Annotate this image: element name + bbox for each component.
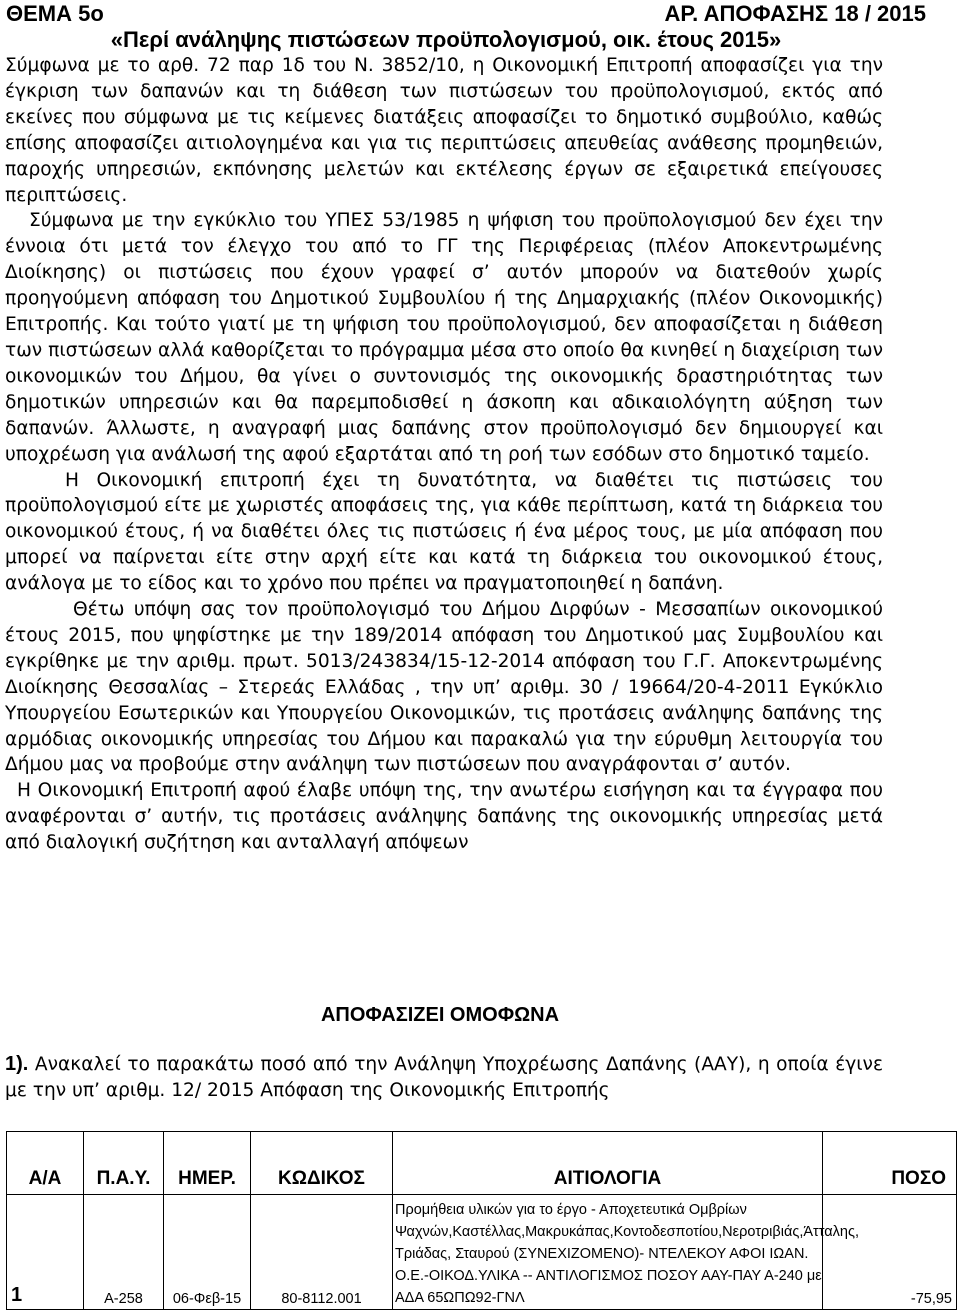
col-header-aa: Α/Α [7,1132,84,1195]
col-header-pay: Π.Α.Υ. [84,1132,164,1195]
col-header-reason: ΑΙΤΙΟΛΟΓΙΑ [393,1132,823,1195]
col-header-amount: ΠΟΣΟ [823,1132,957,1195]
cell-pay: Α-258 [84,1195,164,1310]
document-body [5,53,883,856]
subject-title: «Περί ανάληψης πιστώσεων προϋπολογισμού, οικ. έτους 2015» [110,27,782,52]
cell-date: 06-Φεβ-15 [164,1195,251,1310]
col-header-date: ΗΜΕΡ. [164,1132,251,1195]
paragraph-5: Η Οικονομική Επιτροπή αφού έλαβε υπόψη της, την ανωτέρω εισήγηση και τα έγγραφα που αναφέρονται σ’ αυτήν, τις προτάσεις ανάληψης δαπάνης της οικονομικής υπηρεσίας μετά από διαλογική συζήτηση και ανταλλαγή απόψεων [5,780,883,854]
cell-aa: 1 [7,1195,84,1310]
theme-label: ΘΕΜΑ 5ο [6,1,104,26]
item-text: Ανακαλεί το παρακάτω ποσό από την Ανάληψη Υποχρέωσης Δαπάνης (ΑΑΥ), η οποία έγινε με την υπ’ αριθμ. 12/ 2015 Απόφαση της Οικονομικής Επιτροπής [5,1054,883,1101]
paragraph-1: Σύμφωνα με το αρθ. 72 παρ 1δ του Ν. 3852/10, η Οικονομική Επιτροπή αποφασίζει για την έγκριση των δαπανών και τη διάθεση των πιστώσεων του προϋπολογισμού, εκτός από εκείνες που σύμφωνα με τις κείμενες διατάξεις αποφασίζει το δημοτικό συμβούλιο, καθώς επίσης αποφασίζει αιτιολογημένα και για τις περιπτώσεις απευθείας ανάθεσης προμηθειών, παροχής υπηρεσιών, εκπόνησης μελετών και εκτέλεσης έργων σε εξαιρετικά επείγουσες περιπτώσεις. [5,55,883,206]
paragraph-2: Σύμφωνα με την εγκύκλιο του ΥΠΕΣ 53/1985 η ψήφιση του προϋπολογισμού δεν έχει την έννοια ότι μετά τον έλεγχο του από το ΓΓ της Περιφέρειας (πλέον Αποκεντρωμένης Διοίκησης) οι πιστώσεις που έχουν γραφεί σ’ αυτόν μπορούν να διατεθούν χωρίς προηγούμενη απόφαση του Δημοτικού Συμβουλίου ή της Δημαρχιακής (πλέον Οικονομικής) Επιτροπής. Και τούτο γιατί με τη ψήφιση του προϋπολογισμού, δεν αποφασίζεται η διάθεση των πιστώσεων αλλά καθορίζεται το πρόγραμμα μέσα στο οποίο θα κινηθεί η διαχείριση των οικονομικών του Δήμου, θα γίνει ο συντονισμός της οικονομικής δραστηριότητας των δημοτικών υπηρεσιών και θα παρεμποδισθεί η άσκοπη και αδικαιολόγητη αύξηση των δαπανών. Άλλωστε, η αναγραφή μιας δαπάνης στον προϋπολογισμό δεν δημιουργεί και υποχρέωση για ανάλωσή της αφού εξαρτάται από τη ροή των εσόδων στο δημοτικό ταμείο. [5,210,883,465]
cell-amount: -75,95 [823,1195,957,1310]
cell-reason: Προμήθεια υλικών για το έργο - Αποχετευτικά Ομβρίων Ψαχνών,Καστέλλας,Μακρυκάπας,Κοντοδεσποτίου,Νεροτριβιάς,Άτταλης, Τριάδας, Σταυρού (ΣΥΝΕΧΙΖΟΜΕΝΟ)- ΝΤΕΛΕΚΟΥ ΑΦΟΙ ΙΩΑΝ. Ο.Ε.-ΟΙΚΟΔ.ΥΛΙΚΑ -- ΑΝΤΙΛΟΓΙΣΜΟΣ ΠΟΣΟΥ ΑΑΥ-ΠΑΥ Α-240 με ΑΔΑ 65ΩΠΩ92-ΓΝΛ [393,1195,823,1310]
decision-item-1 [5,1051,883,1104]
paragraph-3: Η Οικονομική επιτροπή έχει τη δυνατότητα, να διαθέτει τις πιστώσεις του προϋπολογισμού είτε με χωριστές αποφάσεις της, για κάθε περίπτωση, κατά τη διάρκεια του οικονομικού έτους, ή να διαθέτει όλες τις πιστώσεις ή ένα μέρος τους, με μία απόφαση που μπορεί να παίρνεται είτε στην αρχή είτε και κατά τη διάρκεια του οικονομικού έτους, ανάλογα με το είδος και το χρόνο που πρέπει να πραγματοποιηθεί η δαπάνη. [5,469,883,595]
table-row [7,1195,957,1310]
decision-heading: ΑΠΟΦΑΣΙΖΕΙ ΟΜΟΦΩΝΑ [320,1004,560,1026]
col-header-code: ΚΩΔΙΚΟΣ [251,1132,393,1195]
cell-code: 80-8112.001 [251,1195,393,1310]
revocation-table [6,1131,957,1310]
paragraph-4: Θέτω υπόψη σας τον προϋπολογισμό του Δήμου Διρφύων - Μεσσαπίων οικονομικού έτους 2015, που ψηφίστηκε με την 189/2014 απόφαση του Δημοτικού μας Συμβουλίου και εγκρίθηκε με την αριθμ. πρωτ. 5013/243834/15-12-2014 απόφαση του Γ.Γ. Αποκεντρωμένης Διοίκησης Θεσσαλίας – Στερεάς Ελλάδας , την υπ’ αριθμ. 30 / 19664/20-4-2011 Εγκύκλιο Υπουργείου Εσωτερικών και Υπουργείου Οικονομικών, τις προτάσεις ανάληψης δαπάνης της αρμόδιας οικονομικής υπηρεσίας του Δήμου και παρακαλώ για την εύρυθμη λειτουργία του Δήμου μας να προβούμε στην ανάληψη των πιστώσεων που αναγράφονται σ’ αυτόν. [5,599,883,776]
decision-number: ΑΡ. ΑΠΟΦΑΣΗΣ 18 / 2015 [664,1,926,26]
item-number: 1). [5,1053,29,1075]
table-header-row [7,1132,957,1195]
